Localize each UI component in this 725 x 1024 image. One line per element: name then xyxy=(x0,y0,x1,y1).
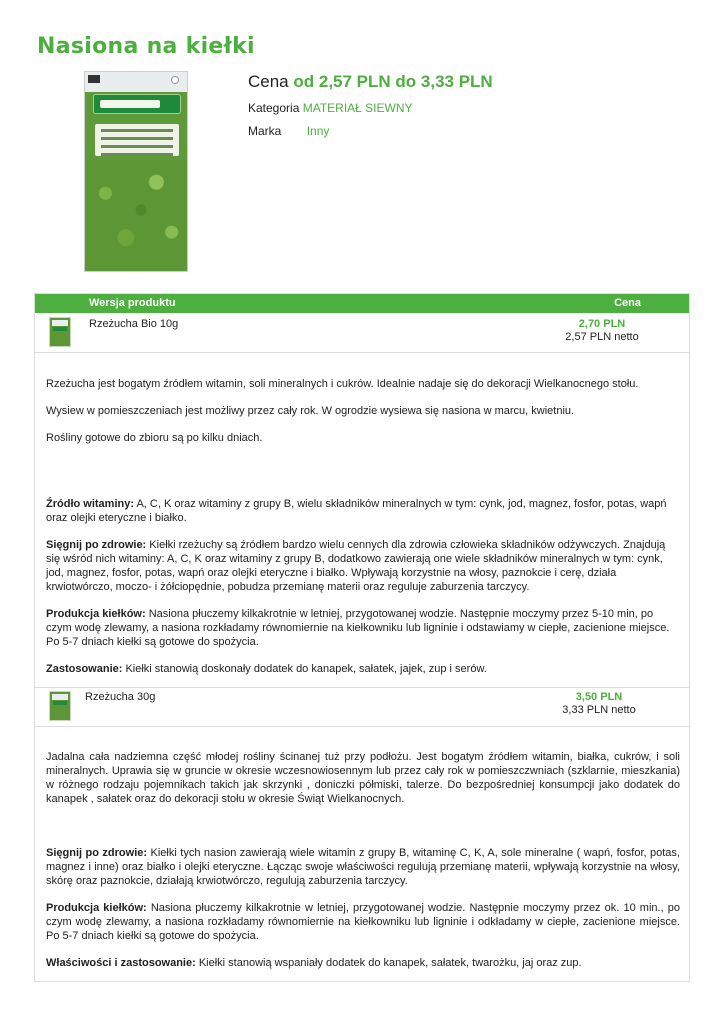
description-paragraph: Rzeżucha jest bogatym źródłem witamin, soli mineralnych i cukrów. Idealnie nadaje się do dekoracji Wielkanocnego stołu. xyxy=(46,378,639,390)
description-paragraph: Wysiew w pomieszczeniach jest możliwy przez cały rok. W ogrodzie wysiewa się nasiona w marcu, kwietniu. xyxy=(46,405,575,417)
description-paragraph: Produkcja kiełków: Nasiona płuczemy kilkakrotnie w letniej, przygotowanej wodzie. Następnie moczymy przez ok. 10 min., po czym wodę zlewamy, a nasiona rozkładamy równomiernie na kiełkowniku lub ligninie i odkładamy w ciepłe, zacienione miejsce. Po 5-7 dniach kiełki są gotowe do spożycia. xyxy=(46,902,681,942)
product-description xyxy=(46,377,680,689)
product-name: Rzeżucha Bio 10g xyxy=(89,318,179,330)
product-description xyxy=(46,750,680,983)
product-price: 2,70 PLN xyxy=(578,318,626,330)
table-row xyxy=(35,687,689,727)
category-link[interactable]: MATERIAŁ SIEWNY xyxy=(302,101,413,115)
column-header-product: Wersja produktu xyxy=(89,297,176,309)
description-paragraph: Jadalna cała nadziemna część młodej rośliny ścinanej tuż przy podłożu. Jest bogatym źródłem witamin, białka, cukrów, i soli mineralnych. Uprawia się w gruncie w okresie wczesnowiosennym lub przez cały rok w pomieszczwniach (szklarnie, mieszkania) w różnego rodzaju pojemnikach takich jak skrzynki , doniczki półmiski, talerze. Do bezpośredniej konsumpcji jako dodatek do kanapek , sałatek oraz do dekoracji stołu w okresie Świąt Wielkanocnych. xyxy=(46,751,680,805)
product-price-netto: 2,57 PLN netto xyxy=(565,331,639,343)
price-summary xyxy=(248,72,493,92)
category-line xyxy=(248,101,413,115)
product-price-netto: 3,33 PLN netto xyxy=(562,704,636,716)
table-row xyxy=(35,313,689,353)
description-paragraph: Sięgnij po zdrowie: Kiełki tych nasion zawierają wiele witamin z grupy B, witaminę C, K, A, sole mineralne ( wapń, fosfor, potas, magnez i inne) oraz białko i olejki eteryczne. Łącząc swoje właściwości regulują przemianę materii, wpływają korzystnie na włosy, skórę oraz paznokcie, działają krwiotwórczo, regulują zaburzenia tarczycy. xyxy=(46,847,680,887)
description-paragraph: Sięgnij po zdrowie: Kiełki rzeżuchy są źródłem bardzo wielu cennych dla zdrowia człowieka składników odżywczych. Znajdują się wśród nich witaminy: A, C, K oraz witaminy z grupy B, dodatkowo zawierają one wiele składników mineralnych w tym: cynk, jod, magnez, fosfor, potas, wapń oraz olejki eteryczne i białko. Wpływają korzystnie na włosy, paznokcie i cerę, działa krwiotwórczo, moczo- i żółciopędnie, pobudza przemianę materii oraz reguluje zaburzenia tarczycy. xyxy=(46,539,666,593)
description-paragraph: Źródło witaminy: A, C, K oraz witaminy z grupy B, wielu składników mineralnych w tym: cynk, jod, magnez, fosfor, potas, wapń oraz olejki eteryczne i białko. xyxy=(46,498,667,524)
price-range: od 2,57 PLN do 3,33 PLN xyxy=(293,72,493,91)
page-title: Nasiona na kiełki xyxy=(37,34,255,59)
brand-label: Marka xyxy=(248,124,282,138)
description-paragraph: Rośliny gotowe do zbioru są po kilku dniach. xyxy=(46,432,263,444)
description-paragraph: Zastosowanie: Kiełki stanowią doskonały dodatek do kanapek, sałatek, jajek, zup i serów. xyxy=(46,663,487,675)
product-image xyxy=(84,71,188,272)
description-paragraph: Właściwości i zastosowanie: Kiełki stanowią wspaniały dodatek do kanapek, sałatek, twarożku, jaj oraz zup. xyxy=(46,957,582,969)
category-label: Kategoria xyxy=(248,101,300,115)
column-header-price: Cena xyxy=(614,297,641,309)
brand-line xyxy=(248,124,329,138)
product-thumbnail xyxy=(49,317,71,347)
price-label: Cena xyxy=(248,72,289,91)
description-paragraph: Produkcja kiełków: Nasiona płuczemy kilkakrotnie w letniej, przygotowanej wodzie. Następnie moczymy przez 5-10 min, po czym wodę zlewamy, a nasiona rozkładamy równomiernie na kiełkowniku lub ligninie i odstawiamy w ciepłe, zacienione miejsce. Po 5-7 dniach kiełki są gotowe do spożycia. xyxy=(46,608,670,648)
product-price: 3,50 PLN xyxy=(575,691,623,703)
product-name: Rzeżucha 30g xyxy=(85,691,156,703)
table-header xyxy=(35,294,689,313)
product-thumbnail xyxy=(49,691,71,721)
brand-link[interactable]: Inny xyxy=(306,124,330,138)
product-variants-table xyxy=(34,293,690,982)
